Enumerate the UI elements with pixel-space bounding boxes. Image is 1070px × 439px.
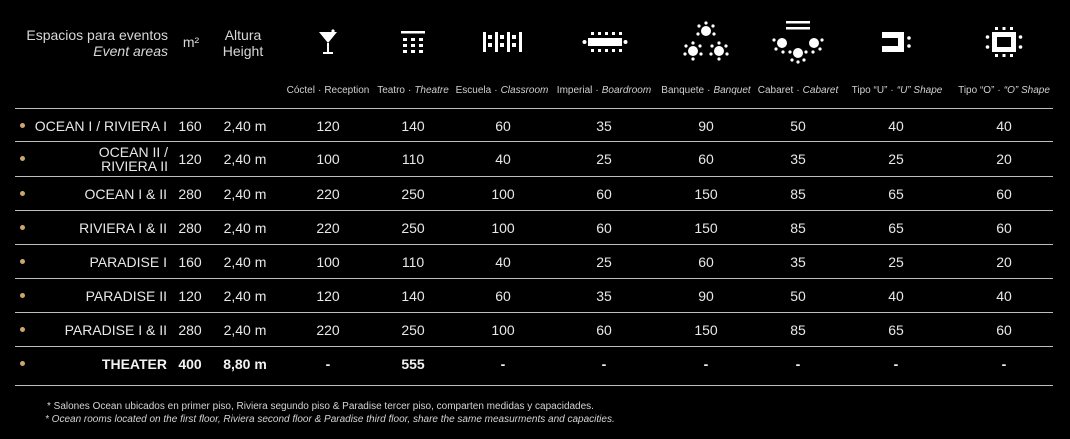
subheader-en: Reception bbox=[324, 85, 370, 96]
table-divider bbox=[15, 312, 1053, 313]
room-name: PARADISE II bbox=[85, 287, 167, 304]
header-m2: m² bbox=[182, 34, 200, 50]
subheader-es: Tipo “U” bbox=[851, 85, 888, 96]
room-height: 2,40 m bbox=[223, 150, 267, 167]
header-height bbox=[212, 27, 274, 59]
banquet-tables-icon bbox=[676, 18, 736, 66]
table-row bbox=[15, 109, 1053, 142]
room-area: 160 bbox=[178, 253, 202, 270]
header-height-en: Height bbox=[222, 43, 264, 59]
u-shape-table-icon bbox=[866, 18, 926, 66]
room-area: 280 bbox=[178, 321, 202, 338]
bullet-icon bbox=[20, 259, 25, 264]
capacity-cabaret-tables: 35 bbox=[790, 253, 806, 270]
capacity-cabaret-tables: 85 bbox=[790, 185, 806, 202]
capacity-cabaret-tables: 85 bbox=[790, 321, 806, 338]
capacity-boardroom-table: 35 bbox=[596, 287, 612, 304]
capacity-theatre-seating: 555 bbox=[401, 355, 425, 372]
capacity-cocktail-glass: 220 bbox=[316, 219, 340, 236]
boardroom-table-icon bbox=[575, 18, 635, 66]
capacity-banquet-tables: 60 bbox=[698, 150, 714, 167]
room-height: 2,40 m bbox=[223, 219, 267, 236]
capacity-boardroom-table: 35 bbox=[596, 117, 612, 134]
room-name: THEATER bbox=[101, 355, 167, 372]
capacity-banquet-tables: 90 bbox=[698, 117, 714, 134]
room-name: PARADISE I & II bbox=[64, 321, 167, 338]
table-divider bbox=[15, 141, 1053, 142]
capacity-cocktail-glass: 220 bbox=[316, 185, 340, 202]
capacity-classroom-seating: 40 bbox=[495, 253, 511, 270]
subheader-separator: · bbox=[997, 85, 1001, 96]
table-row bbox=[15, 245, 1053, 278]
capacity-u-shape-table: 40 bbox=[888, 117, 904, 134]
room-name: PARADISE I bbox=[89, 253, 167, 270]
capacity-cabaret-tables: 50 bbox=[790, 287, 806, 304]
capacity-boardroom-table: 60 bbox=[596, 185, 612, 202]
table-row bbox=[15, 347, 1053, 380]
subheader-es: Teatro bbox=[377, 85, 405, 96]
subheader-separator: · bbox=[890, 85, 894, 96]
capacity-u-shape-table: 65 bbox=[888, 321, 904, 338]
capacity-banquet-tables: 150 bbox=[694, 185, 718, 202]
room-height: 2,40 m bbox=[223, 321, 267, 338]
capacity-classroom-seating: 100 bbox=[491, 219, 515, 236]
capacity-theatre-seating: 250 bbox=[401, 185, 425, 202]
room-name: OCEAN I / RIVIERA I bbox=[34, 117, 167, 134]
capacity-banquet-tables: 150 bbox=[694, 219, 718, 236]
room-area: 120 bbox=[178, 150, 202, 167]
table-row bbox=[15, 142, 1053, 175]
capacity-cabaret-tables: - bbox=[795, 355, 801, 372]
capacity-banquet-tables: 90 bbox=[698, 287, 714, 304]
bullet-icon bbox=[20, 225, 25, 230]
capacity-boardroom-table: 60 bbox=[596, 321, 612, 338]
capacity-theatre-seating: 250 bbox=[401, 321, 425, 338]
subheader-es: Imperial bbox=[556, 85, 593, 96]
capacity-classroom-seating: 60 bbox=[495, 287, 511, 304]
subheader-separator: · bbox=[407, 85, 412, 96]
capacity-u-shape-table: 65 bbox=[888, 219, 904, 236]
capacity-boardroom-table: - bbox=[601, 355, 607, 372]
room-height: 2,40 m bbox=[223, 117, 267, 134]
capacity-u-shape-table: 40 bbox=[888, 287, 904, 304]
subheader-es: Escuela bbox=[455, 85, 492, 96]
subheader-separator: · bbox=[317, 85, 322, 96]
bullet-icon bbox=[20, 191, 25, 196]
capacity-classroom-seating: 100 bbox=[491, 321, 515, 338]
subheader-en: Banquet bbox=[713, 85, 751, 96]
capacity-cocktail-glass: 120 bbox=[316, 117, 340, 134]
capacity-cabaret-tables: 35 bbox=[790, 150, 806, 167]
capacity-theatre-seating: 140 bbox=[401, 287, 425, 304]
subheader-en: Classroom bbox=[500, 85, 549, 96]
table-row bbox=[15, 211, 1053, 244]
capacity-o-shape-table: 60 bbox=[996, 185, 1012, 202]
capacity-classroom-seating: 40 bbox=[495, 150, 511, 167]
capacity-u-shape-table: 25 bbox=[888, 253, 904, 270]
capacity-cabaret-tables: 85 bbox=[790, 219, 806, 236]
capacity-banquet-tables: - bbox=[703, 355, 709, 372]
capacity-o-shape-table: 60 bbox=[996, 219, 1012, 236]
bullet-icon bbox=[20, 293, 25, 298]
capacity-banquet-tables: 150 bbox=[694, 321, 718, 338]
subheader-en: Cabaret bbox=[802, 85, 839, 96]
capacity-cocktail-glass: 100 bbox=[316, 253, 340, 270]
table-divider bbox=[15, 244, 1053, 245]
capacity-classroom-seating: - bbox=[500, 355, 506, 372]
capacity-theatre-seating: 110 bbox=[401, 253, 425, 270]
table-divider bbox=[15, 385, 1053, 386]
capacity-u-shape-table: 65 bbox=[888, 185, 904, 202]
table-row bbox=[15, 279, 1053, 312]
room-area: 120 bbox=[178, 287, 202, 304]
table-divider bbox=[15, 108, 1053, 109]
capacity-cocktail-glass: 120 bbox=[316, 287, 340, 304]
subheader-separator: · bbox=[494, 85, 498, 96]
capacity-banquet-tables: 60 bbox=[698, 253, 714, 270]
capacity-o-shape-table: 40 bbox=[996, 287, 1012, 304]
capacity-boardroom-table: 25 bbox=[596, 150, 612, 167]
bullet-icon bbox=[20, 327, 25, 332]
footnote-en: * Ocean rooms located on the first floor, Riviera second floor & Paradise third floor, share the same measurments and capacities. bbox=[45, 414, 615, 425]
room-height: 8,80 m bbox=[223, 355, 267, 372]
table-divider bbox=[15, 210, 1053, 211]
subheader-u-shape-table bbox=[837, 85, 957, 96]
header-height-es: Altura bbox=[224, 27, 262, 43]
capacity-o-shape-table: - bbox=[1001, 355, 1007, 372]
table-row bbox=[15, 313, 1053, 346]
subheader-separator: · bbox=[796, 85, 800, 96]
capacity-theatre-seating: 140 bbox=[401, 117, 425, 134]
room-height: 2,40 m bbox=[223, 253, 267, 270]
capacity-o-shape-table: 60 bbox=[996, 321, 1012, 338]
capacity-theatre-seating: 250 bbox=[401, 219, 425, 236]
subheader-es: Cabaret bbox=[757, 85, 794, 96]
room-area: 280 bbox=[178, 219, 202, 236]
subheader-separator: · bbox=[595, 85, 599, 96]
subheader-es: Cóctel bbox=[286, 85, 315, 96]
bullet-icon bbox=[20, 361, 25, 366]
capacity-classroom-seating: 100 bbox=[491, 185, 515, 202]
footnote-es: * Salones Ocean ubicados en primer piso, Riviera segundo piso & Paradise tercer piso, comparten medidas y capacidades. bbox=[47, 401, 594, 412]
capacity-o-shape-table: 20 bbox=[996, 150, 1012, 167]
subheader-o-shape-table bbox=[944, 85, 1064, 96]
room-name: OCEAN I & II bbox=[84, 185, 167, 202]
subheader-es: Tipo “O” bbox=[958, 85, 995, 96]
classroom-seating-icon bbox=[473, 18, 533, 66]
theatre-seating-icon bbox=[383, 18, 443, 66]
capacity-boardroom-table: 60 bbox=[596, 219, 612, 236]
capacity-classroom-seating: 60 bbox=[495, 117, 511, 134]
subheader-en: Theatre bbox=[414, 85, 449, 96]
room-height: 2,40 m bbox=[223, 287, 267, 304]
capacity-theatre-seating: 110 bbox=[401, 150, 425, 167]
o-shape-table-icon bbox=[974, 18, 1034, 66]
table-divider bbox=[15, 346, 1053, 347]
capacity-cabaret-tables: 50 bbox=[790, 117, 806, 134]
capacity-o-shape-table: 40 bbox=[996, 117, 1012, 134]
capacity-cocktail-glass: 100 bbox=[316, 150, 340, 167]
room-area: 400 bbox=[178, 355, 202, 372]
capacity-cocktail-glass: - bbox=[325, 355, 331, 372]
bullet-icon bbox=[20, 123, 25, 128]
room-height: 2,40 m bbox=[223, 185, 267, 202]
subheader-es: Banquete bbox=[661, 85, 705, 96]
room-area: 160 bbox=[178, 117, 202, 134]
subheader-en: Boardroom bbox=[601, 85, 652, 96]
room-area: 280 bbox=[178, 185, 202, 202]
cabaret-tables-icon bbox=[768, 18, 828, 66]
room-name: OCEAN II / RIVIERA II bbox=[98, 143, 168, 174]
table-divider bbox=[15, 278, 1053, 279]
bullet-icon bbox=[20, 156, 25, 161]
capacity-boardroom-table: 25 bbox=[596, 253, 612, 270]
table-divider bbox=[15, 176, 1053, 177]
subheader-en: “O” Shape bbox=[1003, 85, 1050, 96]
capacity-u-shape-table: 25 bbox=[888, 150, 904, 167]
capacity-cocktail-glass: 220 bbox=[316, 321, 340, 338]
capacity-u-shape-table: - bbox=[893, 355, 899, 372]
room-name: RIVIERA I & II bbox=[79, 219, 167, 236]
header-areas-es: Espacios para eventos bbox=[26, 27, 168, 43]
table-row bbox=[15, 177, 1053, 210]
cocktail-glass-icon bbox=[298, 18, 358, 66]
header-areas-en: Event areas bbox=[93, 43, 168, 59]
header-areas bbox=[10, 27, 168, 59]
capacity-o-shape-table: 20 bbox=[996, 253, 1012, 270]
subheader-en: “U” Shape bbox=[896, 85, 943, 96]
subheader-separator: · bbox=[707, 85, 711, 96]
